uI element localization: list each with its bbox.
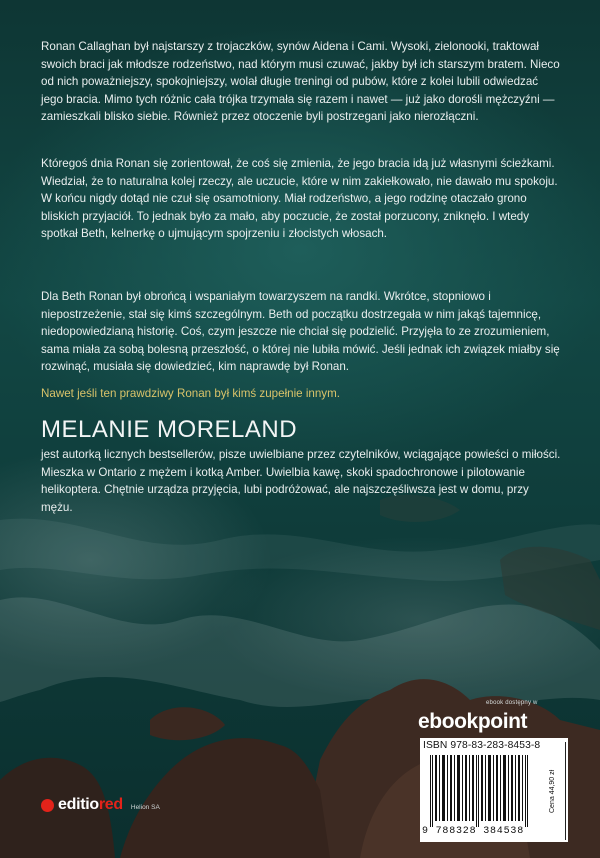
publisher-brand-main: editio — [58, 796, 99, 813]
publisher-tag: Helion SA — [130, 804, 160, 811]
blurb-paragraph-3: Dla Beth Ronan był obrońcą i wspaniałym towarzyszem na randki. Wkrótce, stopniowo i niepostrzeżenie, stał się kimś szczególnym. Beth od początku dostrzegała w nim jakąś tajemnicę, niedopowiedzianą historię. Coś, czym jeszcze nie chciał się podzielić. Przyjęła to ze zrozumieniem, sama miała za sobą bolesną przeszłość, o której nie lubiła mówić. Jeśli jednak ich związek miałby się rozwinąć, musiała się dowiedzieć, kim naprawdę był Ronan. — [41, 290, 560, 373]
barcode-number: 9 788328 384538 — [422, 826, 525, 837]
author-name: MELANIE MORELAND — [41, 416, 298, 443]
price-label: Cena 44,90 zł — [541, 742, 566, 840]
barcode-panel — [420, 738, 568, 842]
blurb-paragraph-2: Któregoś dnia Ronan się zorientował, że coś się zmienia, że jego bracia idą już własnymi ścieżkami. Wiedział, że to naturalna kolej rzeczy, ale uczucie, które w nim zakiełkowało, nie dawało mu spokoju. W końcu nigdy dotąd nie czuł się osamotniony. Miał rodzeństwo, a jego rodzinę otaczało grono bliskich przyjaciół. To jednak było za mało, aby poczucie, że został porzucony, zniknęło. I wtedy spotkał Beth, kelnerkę o ujmującym spojrzeniu i złocistych włosach. — [41, 157, 558, 240]
blurb-tagline: Nawet jeśli ten prawdziwy Ronan był kimś zupełnie innym. — [41, 387, 340, 400]
publisher-logo — [41, 795, 160, 815]
ebookpoint-logo: ebookpoint — [418, 710, 528, 733]
author-bio: jest autorką licznych bestsellerów, pisze uwielbiane przez czytelników, wciągające powieści o miłości. Mieszka w Ontario z mężem i kotką Amber. Uwielbia kawę, skoki spadochronowe i pilotowanie helikoptera. Chętnie urządza przyjęcia, lubi podróżować, ale najszczęśliwsza jest w domu, przy mężu. — [41, 448, 561, 514]
blurb-paragraph-1: Ronan Callaghan był najstarszy z trojaczków, synów Aidena i Cami. Wysoki, zielonooki, traktował swoich braci jak młodsze rodzeństwo, nad którym musi czuwać, jakby był ich starszym bratem. Nieco od nich poważniejszy, spokojniejszy, wolał długie treningi od pubów, które z kolei lubili odwiedzać jego bracia. Mimo tych różnic cała trójka trzymała się razem i nawet — już jako dorośli mężczyźni — zamieszkali blisko siebie. Również przez otoczenie byli postrzegani jako nierozłączni. — [41, 40, 560, 123]
publisher-dot-icon — [41, 799, 54, 812]
ebookpoint-small-label: ebook dostępny w — [486, 700, 538, 706]
barcode-bars — [424, 755, 536, 827]
isbn-label: ISBN 978-83-283-8453-8 — [423, 740, 541, 751]
publisher-brand-accent: red — [98, 796, 123, 813]
publisher-brand — [58, 796, 123, 814]
